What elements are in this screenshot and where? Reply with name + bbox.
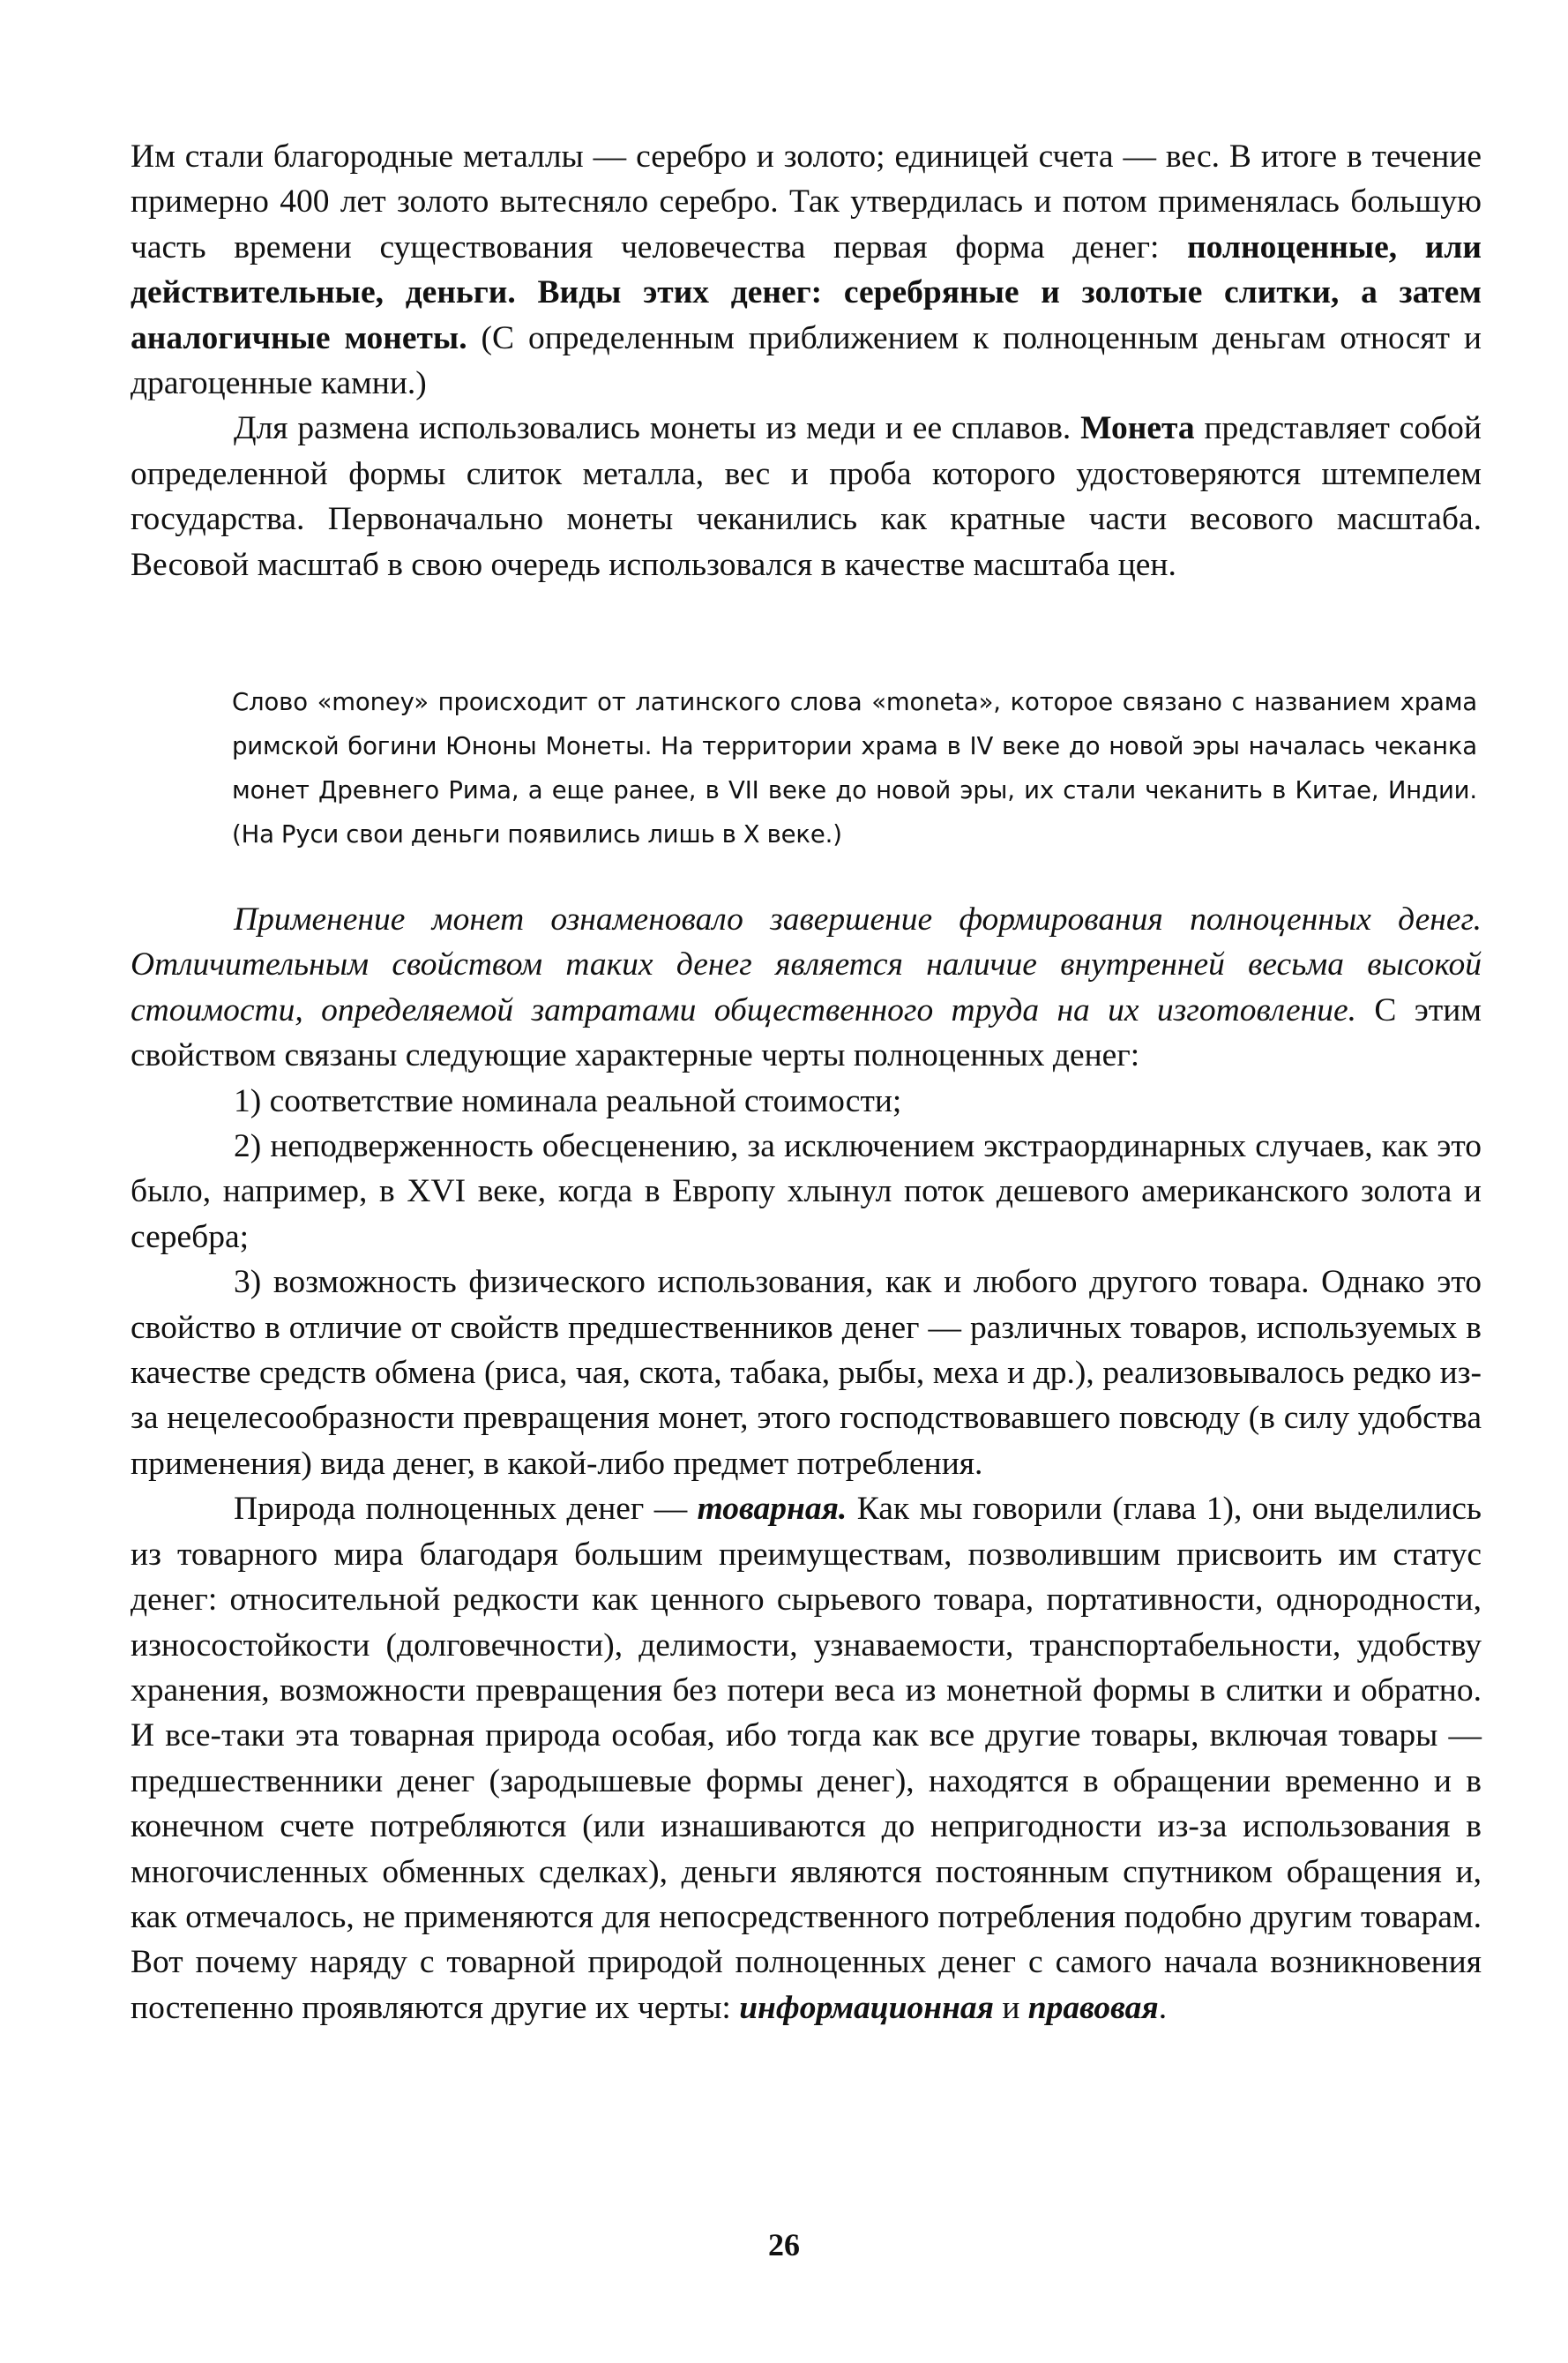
page-number: 26 — [768, 2227, 800, 2262]
text-run-bold: полноценные, или действительные, деньги. Виды этих денег: серебряные и золотые слитки, а затем аналогичные монеты. — [131, 228, 1482, 356]
text-run-bold-italic: правовая — [1027, 1989, 1159, 2026]
sidebar-note-money-etymology — [232, 680, 1477, 856]
text-run: представляет собой определенной формы слиток металла, вес и проба которого удостоверяются штемпелем государства. Первоначально монеты чеканились как кратные части весового масштаба. Весовой масштаб в свою очередь использовался в качестве масштаба цен. — [131, 410, 1482, 583]
text-run: Для размена использовались монеты из меди и ее сплавов. — [234, 410, 1081, 447]
list-item-2 — [131, 1124, 1482, 1260]
text-run-italic: Применение монет ознаменовало завершение формирования полноценных денег. Отличительным свойством таких денег является наличие внутренней весьма высокой стоимости, определяемой затратами общественного труда на их изготовление. — [131, 901, 1482, 1028]
note-paragraph — [232, 680, 1477, 856]
paragraph-full-value-money — [131, 134, 1482, 406]
text-run-bold: Монета — [1080, 410, 1195, 447]
list-item-1 — [131, 1079, 1482, 1124]
text-run: Им стали благородные металлы — серебро и золото; единицей счета — вес. В итоге в течение примерно 400 лет золото вытесняло серебро. Так утвердилась и потом применялась большую часть времени существования человечества первая форма денег: — [131, 138, 1482, 265]
text-run: 1) соответствие номинала реальной стоимости; — [234, 1082, 902, 1119]
text-run-bold-italic: товарная. — [697, 1491, 847, 1528]
paragraph-coin-properties — [131, 897, 1482, 1079]
main-text-upper — [131, 134, 1482, 587]
text-run: С этим свойством связаны следующие характерные черты полноценных денег: — [131, 991, 1482, 1074]
text-run: Как мы говорили (глава 1), они выделились из товарного мира благодаря большим преимуществам, позволившим присвоить им статус денег: относительной редкости как ценного сырьевого товара, портативности, однородности, износостойкости (долговечности), делимости, узнаваемости, транспортабельности, удобству хранения, возможности превращения без потери веса из монетной формы в слитки и обратно. И все-таки эта товарная природа особая, ибо тогда как все другие товары, включая товары — предшественники денег (зародышевые формы денег), находятся в обращении временно и в конечном счете потребляются (или изнашиваются до непригодности из-за использования в многочисленных обменных сделках), деньги являются постоянным спутником обращения и, как отмечалось, не применяются для непосредственного потребления подобно другим товарам. Вот почему наряду с товарной природой полноценных денег с самого начала возникновения постепенно проявляются другие их черты: — [131, 1491, 1482, 2026]
text-run-bold-italic: информационная — [739, 1989, 994, 2026]
text-run: 2) неподверженность обесценению, за исключением экстраординарных случаев, как это было, например, в XVI веке, когда в Европу хлынул поток дешевого американского золота и серебра; — [131, 1128, 1482, 1255]
paragraph-coin-definition — [131, 406, 1482, 587]
text-run: Слово «money» происходит от латинского слова «moneta», которое связано с названием храма римской богини Юноны Монеты. На территории храма в IV веке до новой эры началась чеканка монет Древнего Рима, а еще ранее, в VII веке до новой эры, их стали чеканить в Китае, Индии. (На Руси свои деньги появились лишь в X веке.) — [232, 688, 1477, 849]
text-run: 3) возможность физического использования, как и любого другого товара. Однако это свойство в отличие от свойств предшественников денег — различных товаров, используемых в качестве средств обмена (риса, чая, скота, табака, рыбы, меха и др.), реализовывалось редко из-за нецелесообразности превращения монет, этого господствовавшего повсюду (в силу удобства применения) вида денег, в какой-либо предмет потребления. — [131, 1264, 1482, 1482]
text-run: Природа полноценных денег — — [234, 1491, 698, 1528]
text-run: (С определенным приближением к полноценным деньгам относят и драгоценные камни.) — [131, 319, 1482, 402]
text-run: . — [1158, 1989, 1168, 2026]
text-run: и — [993, 1989, 1028, 2026]
list-item-3 — [131, 1260, 1482, 1486]
main-text-lower — [131, 897, 1482, 2030]
paragraph-commodity-nature — [131, 1486, 1482, 2030]
